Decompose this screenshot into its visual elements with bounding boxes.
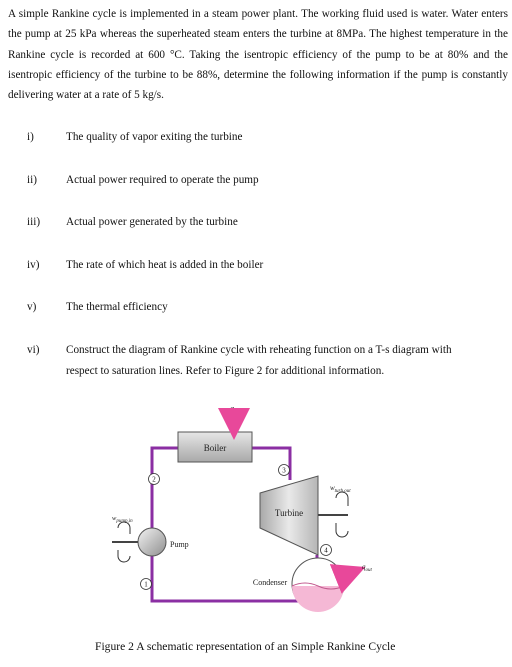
boiler <box>178 432 252 462</box>
pipe-pump-to-boiler <box>152 448 178 530</box>
turbine-work-arrow-bottom <box>336 523 348 537</box>
pump-label: Pump <box>170 540 189 549</box>
question-number: iii) <box>27 216 41 228</box>
question-text: Actual power generated by the turbine <box>66 216 238 228</box>
pump-work-arrow-bottom <box>118 550 130 562</box>
pump-body <box>138 528 166 556</box>
turbine-work-arrow-top <box>336 492 348 506</box>
question-number: i) <box>27 131 34 143</box>
state-3-label: 3 <box>282 466 286 475</box>
figure-caption: Figure 2 A schematic representation of an Simple Rankine Cycle <box>95 640 396 653</box>
question-text: The thermal efficiency <box>66 301 168 313</box>
state-4-label: 4 <box>324 546 328 555</box>
pump <box>112 515 189 562</box>
boiler-label: Boiler <box>203 443 227 453</box>
problem-paragraph: A simple Rankine cycle is implemented in a steam power plant. The working fluid used is water. Water enters the pump at 25 kPa whereas the superheated steam enters the turbine at 8MPa. The highest temperature in the Rankine cycle is recorded at 600 °C. Taking the isentropic efficiency of the pump to be at 80% and the isentropic efficiency of the turbine to be 88%, determine the following information if the pump is constantly delivering water at a rate of 5 kg/s. <box>8 8 508 102</box>
question-text: Actual power required to operate the pump <box>66 174 259 186</box>
question-number: vi) <box>27 344 40 356</box>
pipe-condenser-to-pump <box>152 553 306 601</box>
q-in-label: $q_{in}$ <box>230 404 239 415</box>
w-turb-label: $w_{turb,out}$ <box>330 484 351 494</box>
question-text: The rate of which heat is added in the boiler <box>66 259 264 271</box>
q-out-label: $q_{out}$ <box>362 563 372 573</box>
question-number: iv) <box>27 259 40 271</box>
condenser-label: Condenser <box>252 578 288 587</box>
question-text: Construct the diagram of Rankine cycle with reheating function on a T-s diagram with respect to saturation lines. Refer to Figure 2 for additional information. <box>66 344 452 377</box>
turbine <box>260 476 351 555</box>
w-pump-label: $w_{pump,in}$ <box>112 515 133 524</box>
condenser-fluid <box>292 586 344 612</box>
question-number: v) <box>27 301 37 313</box>
condenser <box>253 558 373 612</box>
turbine-label: Turbine <box>274 508 304 518</box>
question-text: The quality of vapor exiting the turbine <box>66 131 243 143</box>
state-1-label: 1 <box>144 580 148 589</box>
heat-in <box>230 404 239 432</box>
question-number: ii) <box>27 174 37 186</box>
state-2-label: 2 <box>152 475 156 484</box>
